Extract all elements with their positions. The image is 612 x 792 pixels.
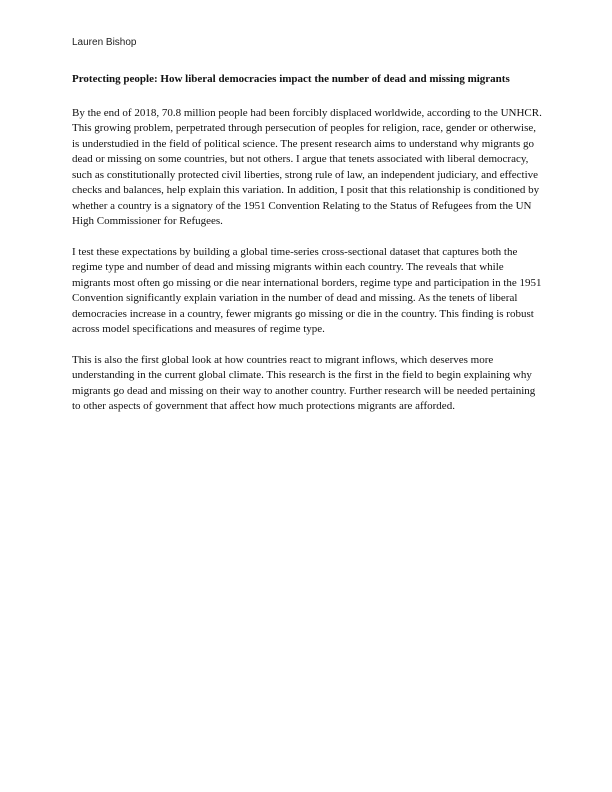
document-title: Protecting people: How liberal democracies impact the number of dead and missing migrants (72, 73, 510, 85)
paragraph-3: This is also the first global look at how countries react to migrant inflows, which deserves more understanding in the current global climate. This research is the first in the field to begin explaining why migrants go dead and missing on their way to another country. Further research will be needed pertaining to other aspects of government that affect how much protections migrants are afforded. (72, 353, 536, 412)
paragraph-1: By the end of 2018, 70.8 million people had been forcibly displaced worldwide, according to the UNHCR. This growing problem, perpetrated through persecution of peoples for religion, race, gender or otherwise, is understudied in the field of political science. The present research aims to understand why migrants go dead or missing on some countries, but not others. I argue that tenets associated with liberal democracy, such as constitutionally protected civil liberties, strong rule of law, an independent judiciary, and effective checks and balances, help explain this variation. In addition, I posit that this relationship is conditioned by whether a country is a signatory of the 1951 Convention Relating to the Status of Refugees from the UN High Commissioner for Refugees. (72, 106, 542, 227)
author-name: Lauren Bishop (72, 37, 137, 48)
paragraph-2: I test these expectations by building a global time-series cross-sectional dataset that captures both the regime type and number of dead and missing migrants within each country. The reveals that while migrants most often go missing or die near international borders, regime type and participation in the 1951 Convention significantly explain variation in the number of dead and missing. As the tenets of liberal democracies increase in a country, fewer migrants go missing or die in the country. This finding is robust across model specifications and measures of regime type. (72, 245, 542, 335)
document-body (72, 72, 542, 430)
